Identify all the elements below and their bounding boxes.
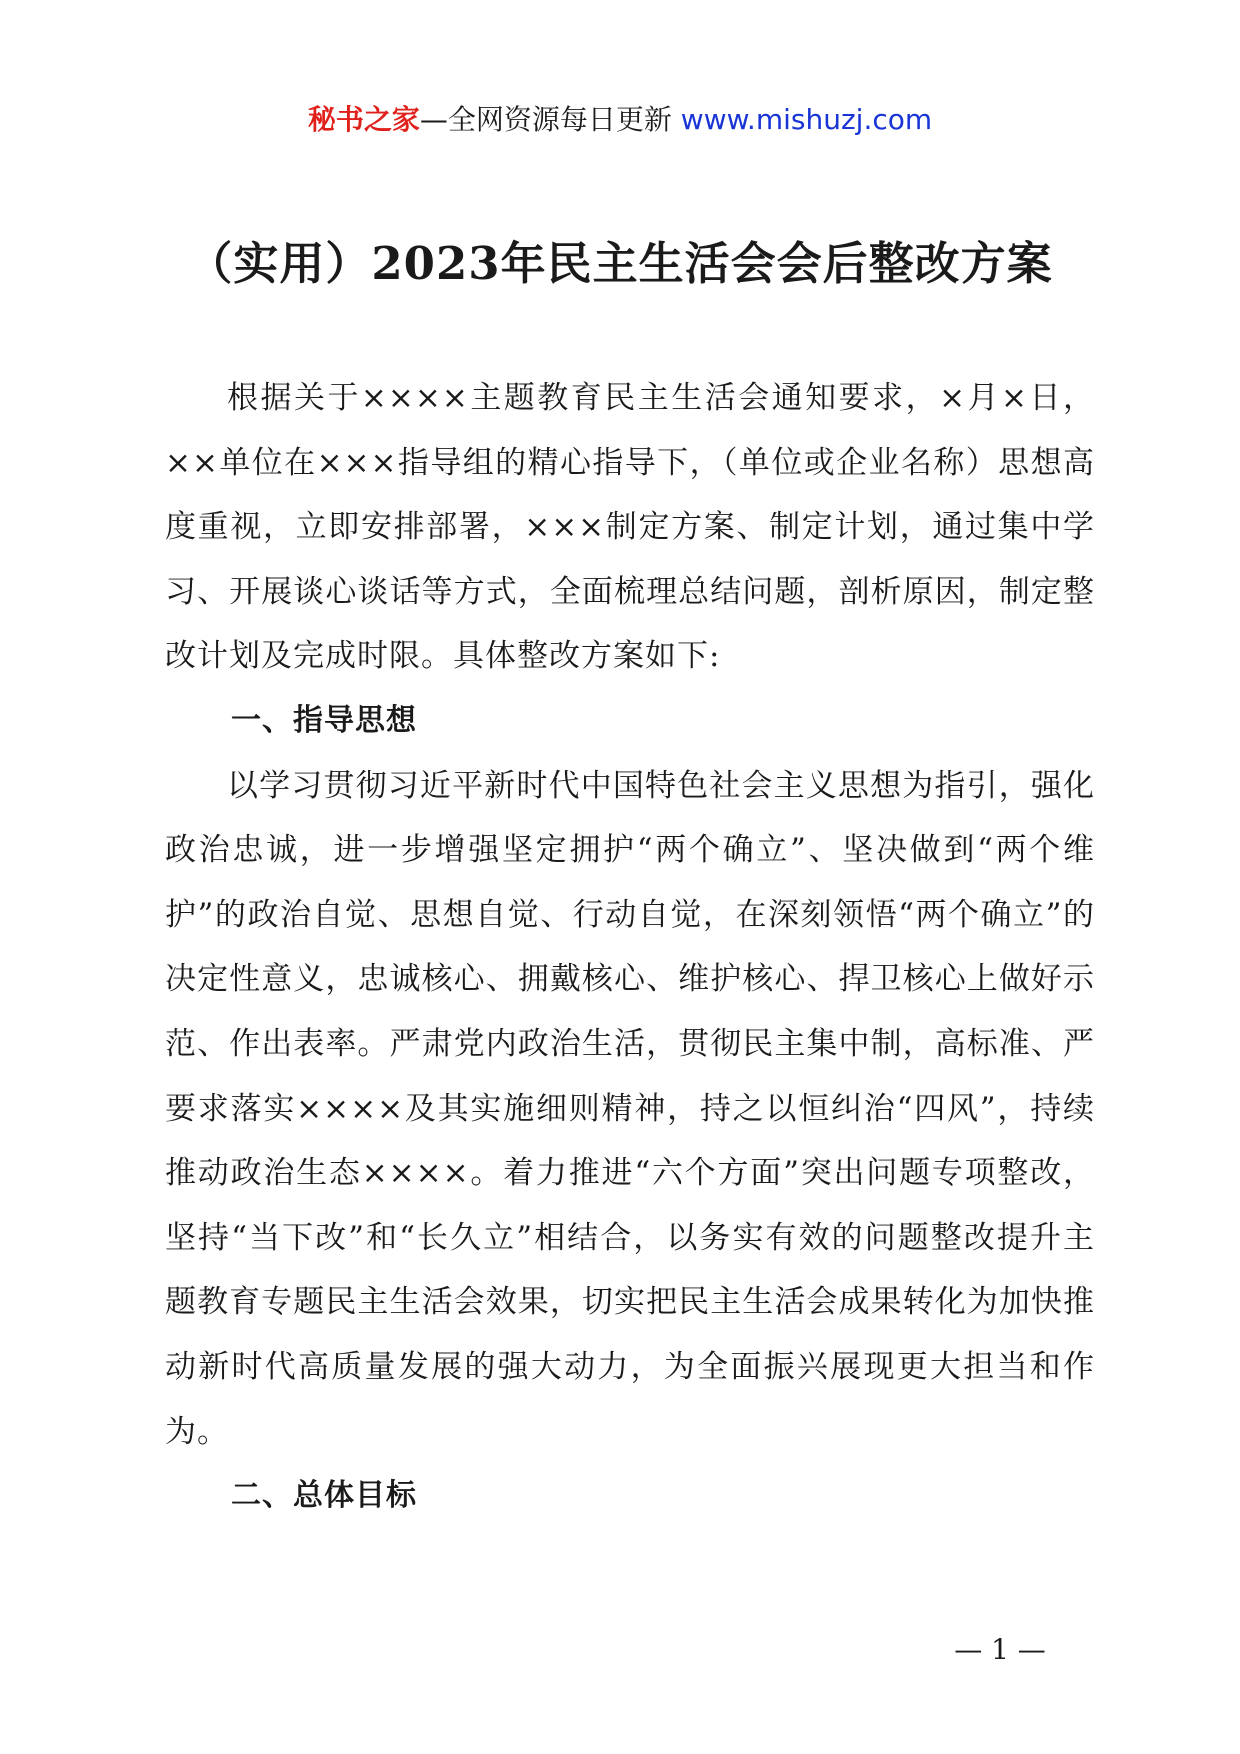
brand-slogan: —全网资源每日更新 xyxy=(419,103,672,136)
guiding-ideology-paragraph: 以学习贯彻习近平新时代中国特色社会主义思想为指引，强化政治忠诚，进一步增强坚定拥护“两个确立”、坚决做到“两个维护”的政治自觉、思想自觉、行动自觉，在深刻领悟“两个确立”的决定性意义，忠诚核心、拥戴核心、维护核心、捍卫核心上做好示范、作出表率。严肃党内政治生活，贯彻民主集中制，高标准、严要求落实××××及其实施细则精神，持之以恒纠治“四风”，持续推动政治生态××××。着力推进“六个方面”突出问题专项整改，坚持“当下改”和“长久立”相结合，以务实有效的问题整改提升主题教育专题民主生活会效果，切实把民主生活会成果转化为加快推动新时代高质量发展的强大动力，为全面振兴展现更大担当和作为。 xyxy=(165,767,1095,1450)
document-body xyxy=(165,366,1095,1529)
brand-name: 秘书之家 xyxy=(307,103,420,136)
section-heading-overall-goals: 二、总体目标 xyxy=(231,1478,417,1514)
site-url-link[interactable]: www.mishuzj.com xyxy=(680,103,933,136)
document-title: （实用）2023年民主生活会会后整改方案 xyxy=(187,237,1053,290)
intro-paragraph: 根据关于××××主题教育民主生活会通知要求，×月×日，××单位在×××指导组的精心指导下，（单位或企业名称）思想高度重视，立即安排部署，×××制定方案、制定计划，通过集中学习、开展谈心谈话等方式，全面梳理总结问题，剖析原因，制定整改计划及完成时限。具体整改方案如下: xyxy=(165,380,1095,675)
section-heading-guiding-ideology: 一、指导思想 xyxy=(231,702,417,738)
site-watermark-header xyxy=(0,100,1240,140)
page-number: — 1 — xyxy=(954,1633,1046,1666)
